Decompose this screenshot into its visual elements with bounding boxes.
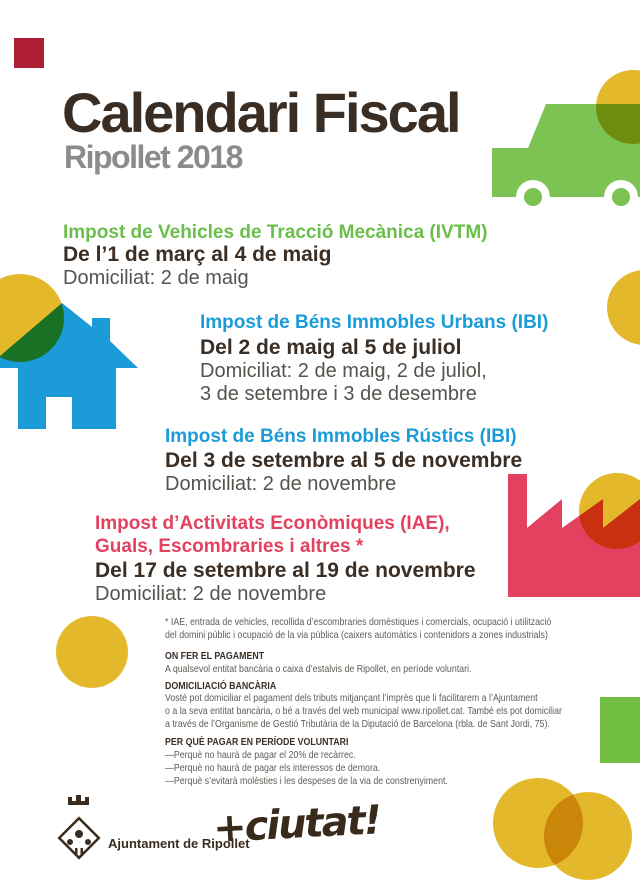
why-pay-heading: PER QUÈ PAGAR EN PERÍODE VOLUNTARI: [165, 736, 349, 748]
yellow-circle-left: [56, 616, 128, 688]
section-ivtm-heading: Impost de Vehicles de Tracció Mecànica (IVTM): [63, 222, 488, 243]
section-ibi-urbans-domiciliation-2: 3 de setembre i 3 de desembre: [200, 383, 477, 405]
section-ibi-rustics-heading: Impost de Béns Immobles Rústics (IBI): [165, 426, 517, 447]
section-ibi-urbans-domiciliation: Domiciliat: 2 de maig, 2 de juliol,: [200, 360, 487, 382]
house-icon: [0, 270, 200, 435]
direct-debit-line-3: a través de l’Organisme de Gestió Tributària de la Diputació de Barcelona (rbla. de Sant Jordi, 75).: [165, 718, 550, 730]
why-pay-bullet-2: —Perquè no haurà de pagar els interessos de demora.: [165, 762, 381, 774]
yellow-circle-bottom-2: [544, 792, 632, 880]
green-square-decoration: [600, 697, 640, 763]
payment-body: A qualsevol entitat bancària o caixa d’estalvis de Ripollet, en període voluntari.: [165, 663, 472, 675]
direct-debit-line-1: Vostè pot domiciliar el pagament dels tributs mitjançant l’imprès que li facilitarem a l’Ajuntament: [165, 692, 538, 704]
section-ibi-rustics-domiciliation: Domiciliat: 2 de novembre: [165, 473, 397, 495]
red-square-decoration: [14, 38, 44, 68]
section-ibi-rustics-period: Del 3 de setembre al 5 de novembre: [165, 449, 523, 472]
why-pay-bullet-3: —Perquè s’evitarà molèsties i les despeses de la via de constrenyiment.: [165, 775, 448, 787]
section-iae-period: Del 17 de setembre al 19 de novembre: [95, 559, 476, 582]
page-subtitle: Ripollet 2018: [64, 139, 242, 175]
why-pay-bullet-1: —Perquè no haurà de pagar el 20% de recàrrec.: [165, 749, 356, 761]
truck-icon: [480, 60, 640, 220]
municipality-name: Ajuntament de Ripollet: [108, 836, 250, 851]
footnote-line-1: * IAE, entrada de vehicles, recollida d’escombraries domèstiques i comercials, ocupació i utilització: [165, 616, 552, 628]
footnote-line-2: del domini públic i ocupació de la via pública (caixers automàtics i contenidors a zones industrials): [165, 629, 548, 641]
page-title: Calendari Fiscal: [62, 81, 460, 144]
ripollet-crest-icon: [56, 792, 102, 872]
ciutat-brand-logo: +ciutat!: [212, 797, 382, 852]
section-iae-heading-2: Guals, Escombraries i altres *: [95, 536, 364, 557]
direct-debit-line-2: o a la seva entitat bancària, o bé a través del web municipal www.ripollet.cat. També els pot domiciliar: [165, 705, 562, 717]
section-ibi-urbans-period: Del 2 de maig al 5 de juliol: [200, 336, 462, 359]
section-iae-heading: Impost d’Activitats Econòmiques (IAE),: [95, 513, 450, 534]
yellow-circle-right-edge: [607, 270, 640, 345]
section-ivtm-domiciliation: Domiciliat: 2 de maig: [63, 267, 249, 289]
direct-debit-heading: DOMICILIACIÓ BANCÀRIA: [165, 680, 277, 692]
section-ibi-urbans-heading: Impost de Béns Immobles Urbans (IBI): [200, 312, 549, 333]
factory-icon: [500, 465, 640, 605]
payment-heading: ON FER EL PAGAMENT: [165, 650, 265, 662]
section-iae-domiciliation: Domiciliat: 2 de novembre: [95, 583, 327, 605]
section-ivtm-period: De l’1 de març al 4 de maig: [63, 243, 332, 266]
